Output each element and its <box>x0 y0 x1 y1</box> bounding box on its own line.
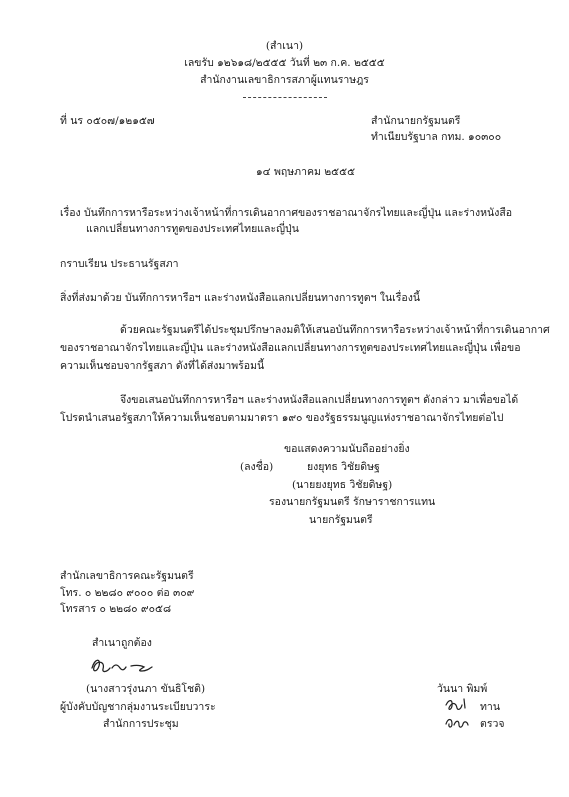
salutation: กราบเรียน ประธานรัฐสภา <box>60 258 179 270</box>
subject-line-2: แลกเปลี่ยนทางการทูตของประเทศไทยและญี่ปุ่น <box>86 223 299 235</box>
checked-label: ตรวจ <box>480 718 505 730</box>
signer-name: ยงยุทธ วิชัยดิษฐ <box>307 461 380 473</box>
closing-phrase: ขอแสดงความนับถืออย่างยิ่ง <box>284 443 410 455</box>
enclosure-line: สิ่งที่ส่งมาด้วย บันทึกการหารือฯ และร่างหนังสือแลกเปลี่ยนทางการทูตฯ ในเรื่องนี้ <box>60 292 421 304</box>
paragraph-2-line-1: จึงขอเสนอบันทึกการหารือฯ และร่างหนังสือแลกเปลี่ยนทางการทูตฯ ดังกล่าว มาเพื่อขอได้ <box>120 394 519 406</box>
typed-by: วันนา พิมพ์ <box>437 683 488 695</box>
paragraph-2-line-2: โปรดนำเสนอรัฐสภาให้ความเห็นชอบตามมาตรา ๑๙๐ ของรัฐธรรมนูญแห่งราชอาณาจักรไทยต่อไป <box>60 412 504 424</box>
paragraph-1-line-1: ด้วยคณะรัฐมนตรีได้ประชุมปรึกษาลงมติให้เสนอบันทึกการหารือระหว่างเจ้าหน้าที่การเดินอากาศ <box>120 324 550 336</box>
checker-initials-image <box>443 713 477 731</box>
certified-copy-label: สำเนาถูกต้อง <box>92 637 152 649</box>
signed-mark: (ลงชื่อ) <box>240 461 274 473</box>
sender-address: ทำเนียบรัฐบาล กทม. ๑๐๓๐๐ <box>371 131 502 143</box>
paragraph-1-line-3: ความเห็นชอบจากรัฐสภา ดังที่ได้ส่งมาพร้อมนี้ <box>60 360 265 372</box>
proofread-label: ทาน <box>480 701 500 713</box>
document-number: ที่ นร ๐๕๐๗/๑๒๑๕๗ <box>60 115 155 127</box>
contact-fax: โทรสาร ๐ ๒๒๘๐ ๙๐๕๘ <box>60 603 172 615</box>
signer-name-parenthesized: (นายยงยุทธ วิชัยดิษฐ) <box>292 479 393 491</box>
contact-phone: โทร. ๐ ๒๒๘๐ ๙๐๐๐ ต่อ ๓๐๙ <box>60 587 195 599</box>
certifier-signature-image <box>86 654 166 678</box>
proofreader-initials-image <box>443 695 473 713</box>
certifier-name: (นางสาวรุ่งนภา ขันธิโชติ) <box>86 683 206 695</box>
paragraph-1-line-2: ของราชอาณาจักรไทยและญี่ปุ่น และร่างหนังสือแลกเปลี่ยนทางการทูตของประเทศไทยและญี่ปุ่น เพื่อขอ <box>60 342 521 354</box>
letter-date: ๑๔ พฤษภาคม ๒๕๕๕ <box>256 166 356 178</box>
subject-line-1: เรื่อง บันทึกการหารือระหว่างเจ้าหน้าที่การเดินอากาศของราชอาณาจักรไทยและญี่ปุ่น และร่างหนังสือ <box>60 207 513 219</box>
copy-mark: (สำเนา) <box>265 40 304 52</box>
signer-title-2: นายกรัฐมนตรี <box>309 514 373 526</box>
signer-title-1: รองนายกรัฐมนตรี รักษาราชการแทน <box>269 496 436 508</box>
receiving-office: สำนักงานเลขาธิการสภาผู้แทนราษฎร <box>200 74 369 86</box>
certifier-title-2: สำนักการประชุม <box>103 718 179 730</box>
certifier-title-1: ผู้บังคับบัญชากลุ่มงานระเบียบวาระ <box>60 701 216 713</box>
header-divider <box>243 97 327 98</box>
contact-office: สำนักเลขาธิการคณะรัฐมนตรี <box>60 570 194 582</box>
receive-line: เลขรับ ๑๒๖๑๘/๒๕๕๕ วันที่ ๒๓ ก.ค. ๒๕๕๕ <box>184 57 385 69</box>
sender-office: สำนักนายกรัฐมนตรี <box>371 115 461 127</box>
